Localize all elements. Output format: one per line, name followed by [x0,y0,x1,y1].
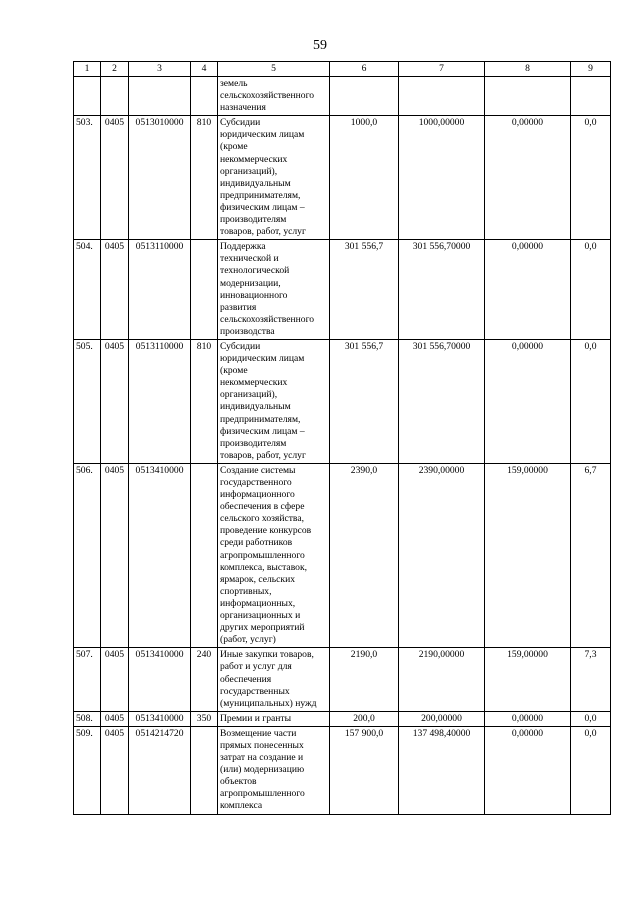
item-name-line: (кроме [220,141,248,153]
table-body [74,77,611,815]
item-name-line: Создание системы [220,464,296,476]
column-header: 6 [330,62,399,77]
item-name-line: Поддержка [220,241,266,253]
column-header: 8 [485,62,571,77]
item-name-line: сельскохозяйственного [220,90,315,102]
table-row [74,648,611,711]
item-name-line: государственных [220,685,290,697]
item-name-cell [218,711,330,726]
item-name-line: некоммерческих [220,153,288,165]
item-name-line: назначения [220,102,266,114]
expense-type-cell: 810 [191,339,218,463]
item-name-line: производства [220,325,275,337]
item-name-line: агропромышленного [220,549,305,561]
value-col8-cell: 0,00000 [485,240,571,340]
item-name-line: проведение конкурсов [220,525,312,537]
value-col9-cell: 6,7 [571,463,611,647]
expense-type-cell: 810 [191,116,218,240]
budget-table [73,61,611,815]
item-name-line: технической и [220,253,279,265]
target-article-cell: 0513410000 [129,463,191,647]
item-name-line: ярмарок, сельских [220,573,296,585]
item-name-line: среди работников [220,537,293,549]
item-name-line: индивидуальным [220,177,291,189]
value-col7-cell: 200,00000 [399,711,485,726]
item-name-line: (муниципальных) нужд [220,697,317,709]
section-code-cell: 0405 [101,648,129,711]
value-col7-cell [399,77,485,116]
table-row [74,240,611,340]
value-col9-cell: 0,0 [571,240,611,340]
value-col7-cell: 301 556,70000 [399,339,485,463]
item-name-line: товаров, работ, услуг [220,226,306,238]
item-name-cell [218,648,330,711]
row-number-cell: 508. [74,711,101,726]
header-row [74,62,611,77]
item-name-line: товаров, работ, услуг [220,449,306,461]
value-col9-cell: 0,0 [571,339,611,463]
table-row [74,726,611,814]
section-code-cell: 0405 [101,463,129,647]
value-col6-cell: 301 556,7 [330,339,399,463]
expense-type-cell: 240 [191,648,218,711]
value-col7-cell: 137 498,40000 [399,726,485,814]
table-row [74,77,611,116]
item-name-cell [218,240,330,340]
item-name-line: государственного [220,477,292,488]
table-row [74,463,611,647]
target-article-cell [129,77,191,116]
item-name-line: комплекса [220,800,263,812]
item-name-cell [218,77,330,116]
expense-type-cell [191,726,218,814]
value-col8-cell: 159,00000 [485,648,571,711]
item-name-line: Субсидии [220,117,261,129]
value-col7-cell: 301 556,70000 [399,240,485,340]
value-col8-cell: 0,00000 [485,726,571,814]
section-code-cell [101,77,129,116]
value-col9-cell [571,77,611,116]
row-number-cell: 504. [74,240,101,340]
item-name-line: затрат на создание и [220,752,304,764]
item-name-line: сельского хозяйства, [220,513,304,525]
item-name-line: юридическим лицам [220,129,305,141]
item-name-line: информационного [220,489,295,501]
item-name-cell [218,116,330,240]
value-col8-cell: 159,00000 [485,463,571,647]
expense-type-cell: 350 [191,711,218,726]
target-article-cell: 0514214720 [129,726,191,814]
item-name-line: сельскохозяйственного [220,313,315,325]
item-name-line: объектов [220,776,257,788]
item-name-line: физическим лицам – [220,425,305,437]
item-name-line: юридическим лицам [220,353,305,365]
table-row [74,711,611,726]
value-col6-cell: 200,0 [330,711,399,726]
column-header: 9 [571,62,611,77]
target-article-cell: 0513410000 [129,711,191,726]
item-name-line: агропромышленного [220,788,305,800]
column-header: 1 [74,62,101,77]
row-number-cell [74,77,101,116]
item-name-line: (или) модернизацию [220,764,305,776]
value-col9-cell: 0,0 [571,116,611,240]
target-article-cell: 0513110000 [129,339,191,463]
table-row [74,339,611,463]
value-col9-cell: 7,3 [571,648,611,711]
item-name-cell [218,339,330,463]
column-header: 3 [129,62,191,77]
value-col8-cell [485,77,571,116]
section-code-cell: 0405 [101,726,129,814]
item-name-line: земель [220,78,248,89]
item-name-cell [218,726,330,814]
item-name-line: информационных, [220,597,296,609]
row-number-cell: 503. [74,116,101,240]
value-col7-cell: 1000,00000 [399,116,485,240]
item-name-line: физическим лицам – [220,201,305,213]
value-col8-cell: 0,00000 [485,339,571,463]
item-name-line: организационных и [220,610,301,622]
value-col6-cell: 2390,0 [330,463,399,647]
column-header: 7 [399,62,485,77]
item-name-line: технологической [220,265,290,277]
item-name-line: Субсидии [220,340,261,352]
item-name-line: Возмещение части [220,727,297,739]
target-article-cell: 0513110000 [129,240,191,340]
item-name-line: некоммерческих [220,377,288,389]
item-name-line: Иные закупки товаров, [220,649,314,661]
item-name-line: (работ, услуг) [220,634,276,646]
expense-type-cell [191,463,218,647]
value-col6-cell: 2190,0 [330,648,399,711]
item-name-line: предпринимателям, [220,189,301,201]
target-article-cell: 0513410000 [129,648,191,711]
row-number-cell: 509. [74,726,101,814]
value-col6-cell [330,77,399,116]
value-col8-cell: 0,00000 [485,116,571,240]
item-name-line: инновационного [220,289,288,301]
item-name-line: предпринимателям, [220,413,301,425]
section-code-cell: 0405 [101,116,129,240]
item-name-line: спортивных, [220,585,272,597]
value-col8-cell: 0,00000 [485,711,571,726]
row-number-cell: 506. [74,463,101,647]
section-code-cell: 0405 [101,711,129,726]
table-row [74,116,611,240]
item-name-line: комплекса, выставок, [220,561,308,573]
column-header: 2 [101,62,129,77]
item-name-line: организаций), [220,389,278,401]
column-header: 4 [191,62,218,77]
item-name-line: обеспечения в сфере [220,501,305,513]
value-col6-cell: 157 900,0 [330,726,399,814]
item-name-line: индивидуальным [220,401,291,413]
value-col9-cell: 0,0 [571,726,611,814]
item-name-line: организаций), [220,165,278,177]
expense-type-cell [191,240,218,340]
page-number: 59 [313,38,327,53]
item-name-line: модернизации, [220,277,281,289]
item-name-cell [218,463,330,647]
row-number-cell: 505. [74,339,101,463]
value-col9-cell: 0,0 [571,711,611,726]
value-col6-cell: 1000,0 [330,116,399,240]
item-name-line: производителям [220,437,287,449]
item-name-line: производителям [220,214,287,226]
target-article-cell: 0513010000 [129,116,191,240]
item-name-line: (кроме [220,365,248,377]
row-number-cell: 507. [74,648,101,711]
section-code-cell: 0405 [101,339,129,463]
value-col7-cell: 2390,00000 [399,463,485,647]
value-col7-cell: 2190,00000 [399,648,485,711]
item-name-line: Премии и гранты [220,712,292,724]
item-name-line: обеспечения [220,673,272,685]
section-code-cell: 0405 [101,240,129,340]
item-name-line: других мероприятий [220,622,305,634]
item-name-line: работ и услуг для [220,661,292,673]
value-col6-cell: 301 556,7 [330,240,399,340]
expense-type-cell [191,77,218,116]
item-name-line: развития [220,301,257,313]
column-header: 5 [218,62,330,77]
item-name-line: прямых понесенных [220,739,304,751]
